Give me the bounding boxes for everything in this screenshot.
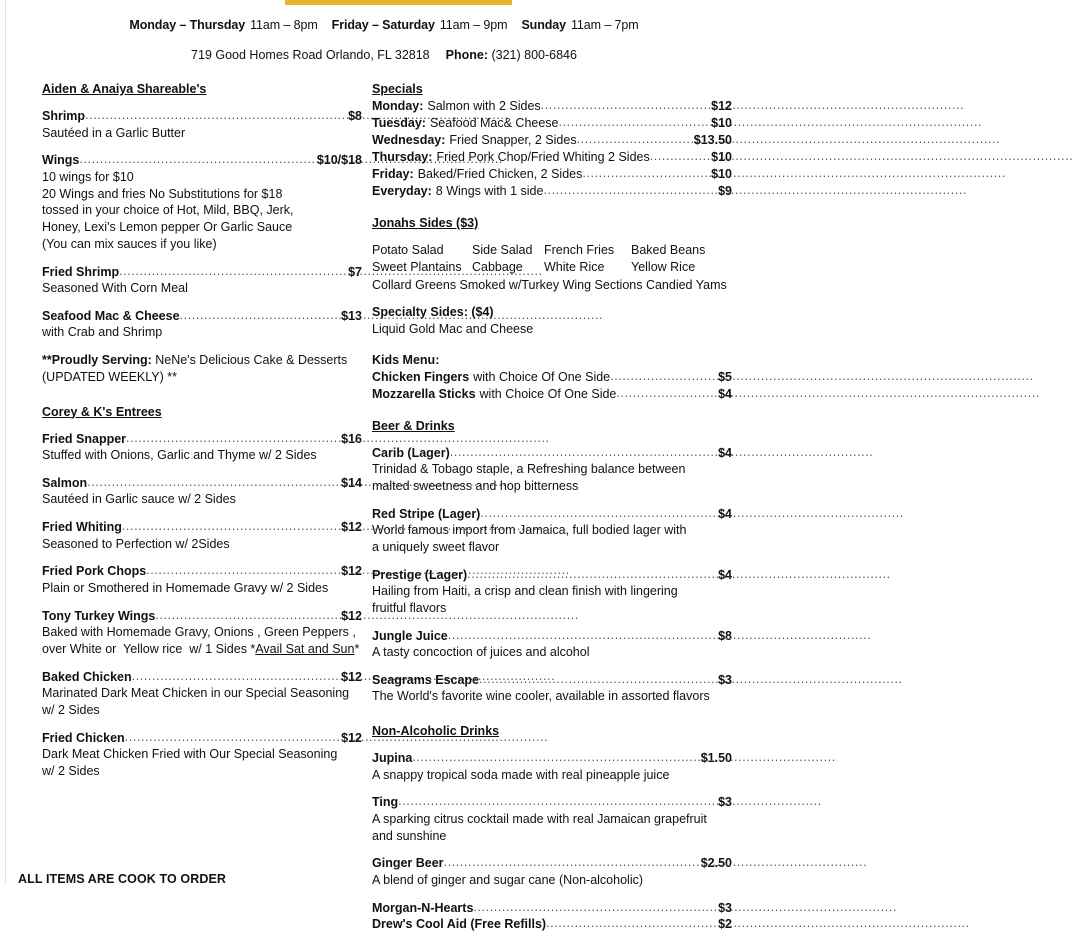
section-heading-shareables: Aiden & Anaiya Shareable's xyxy=(42,82,207,96)
menu-item-fried-chicken xyxy=(42,730,362,780)
item-name: Red Stripe (Lager) xyxy=(372,506,481,521)
item-description: w/ 2 Sides xyxy=(42,763,100,778)
kids-item-price: $5 xyxy=(718,369,732,384)
item-line xyxy=(372,855,732,872)
dot-leader xyxy=(125,729,341,746)
sides-grid xyxy=(372,242,732,294)
menu-item-shrimp xyxy=(42,108,362,141)
drink-item-morgan-n-hearts xyxy=(372,900,732,933)
dessert-note-line1 xyxy=(42,352,362,369)
item-description: Trinidad & Tobago staple, a Refreshing balance between xyxy=(372,462,686,476)
item-line xyxy=(372,750,732,767)
item-description: Stuffed with Onions, Garlic and Thyme w/ 2 Sides xyxy=(42,448,317,462)
item-description: (You can mix sauces if you like) xyxy=(42,236,217,251)
item-description: malted sweetness and hop bitterness xyxy=(372,478,579,493)
item-name: Fried Snapper xyxy=(42,431,127,446)
dot-leader xyxy=(479,671,718,688)
item-name: Wings xyxy=(42,153,80,168)
dot-leader xyxy=(480,505,718,522)
item-price: $13 xyxy=(341,308,362,323)
item-price: $12 xyxy=(341,564,362,579)
side-name: Cabbage xyxy=(472,260,523,275)
dessert-note xyxy=(42,352,362,386)
item-name: Tony Turkey Wings xyxy=(42,608,156,623)
dot-leader xyxy=(450,444,718,461)
item-line xyxy=(42,519,362,536)
dot-leader xyxy=(155,607,341,624)
item-line xyxy=(42,108,362,125)
subheading-kids-menu: Kids Menu: xyxy=(372,352,440,367)
item-name: Fried Chicken xyxy=(42,730,125,745)
item-description: fruitful flavors xyxy=(372,600,447,615)
item-price: $7 xyxy=(348,264,362,279)
kids-item-name: Chicken Fingers xyxy=(372,369,470,384)
specials-day: Friday: xyxy=(372,167,414,181)
item-description: Hailing from Haiti, a crisp and clean finish with lingering xyxy=(372,584,678,598)
item-price: $2 xyxy=(718,917,732,931)
item-description: Honey, Lexi's Lemon pepper Or Garlic Sauce xyxy=(42,220,293,234)
sides-row xyxy=(372,259,732,276)
specials-text: Baked/Fried Chicken, 2 Sides xyxy=(417,167,583,181)
specials-text: Seafood Mac& Cheese xyxy=(429,116,559,130)
specials-text: 8 Wings with 1 side xyxy=(435,184,544,198)
item-price: $12 xyxy=(341,669,362,684)
item-price: $12 xyxy=(341,730,362,745)
hours-time-2: 11am – 9pm xyxy=(439,18,508,32)
item-description: Dark Meat Chicken Fried with Our Special Seasoning xyxy=(42,747,338,761)
specials-price: $9 xyxy=(718,184,732,198)
item-price: $2.50 xyxy=(700,856,732,871)
item-line xyxy=(42,308,362,325)
item-name: Jungle Juice xyxy=(372,628,448,643)
specialty-side-item: Liquid Gold Mac and Cheese xyxy=(372,321,534,336)
specials-day: Everyday: xyxy=(372,184,432,198)
specials-price: $10 xyxy=(711,150,732,164)
item-line xyxy=(372,672,732,689)
menu-item-fried-pork-chops xyxy=(42,563,362,596)
specials-day: Monday: xyxy=(372,99,424,113)
specials-text: Fried Pork Chop/Fried Whiting 2 Sides xyxy=(436,150,650,164)
item-name: Carib (Lager) xyxy=(372,445,450,460)
item-price: $4 xyxy=(718,567,732,582)
item-description: A tasty concoction of juices and alcohol xyxy=(372,645,590,659)
phone-number: (321) 800-6846 xyxy=(491,48,577,62)
item-price: $14 xyxy=(341,475,362,490)
item-name: Drew's Cool Aid (Free Refills) xyxy=(372,917,547,931)
phone-label: Phone: xyxy=(445,48,488,62)
item-name: Morgan-N-Hearts xyxy=(372,900,474,915)
item-description: tossed in your choice of Hot, Mild, BBQ, Jerk, xyxy=(42,203,294,218)
dot-leader xyxy=(126,430,341,447)
page-edge-line xyxy=(5,0,6,884)
item-price: $4 xyxy=(718,445,732,460)
item-line xyxy=(42,475,362,492)
dot-leader xyxy=(119,263,348,280)
menu-item-fried-shrimp xyxy=(42,264,362,297)
item-name: Seafood Mac & Cheese xyxy=(42,308,180,323)
side-name: Sweet Plantains xyxy=(372,260,462,275)
item-description: World famous import from Jamaica, full bodied lager with xyxy=(372,523,687,537)
dot-leader xyxy=(87,474,341,491)
menu-item-fried-whiting xyxy=(42,519,362,552)
item-name: Fried Pork Chops xyxy=(42,564,147,579)
specials-day: Tuesday: xyxy=(372,116,426,130)
dot-leader xyxy=(444,854,701,871)
item-description: Plain or Smothered in Homemade Gravy w/ 2 Sides xyxy=(42,580,329,595)
menu-item-seafood-mac-cheese xyxy=(42,308,362,341)
drink-item-jupina xyxy=(372,750,732,783)
dot-leader xyxy=(398,793,718,810)
dot-leader xyxy=(180,307,342,324)
hours-time-3: 11am – 7pm xyxy=(571,18,639,32)
item-description-availability: over White or Yellow rice w/ 1 Sides *Avail Sat and Sun* xyxy=(42,641,360,656)
side-name: Yellow Rice xyxy=(631,260,696,275)
drink-item-ting xyxy=(372,794,732,844)
specials-row xyxy=(372,166,732,183)
item-line xyxy=(42,264,362,281)
dot-leader xyxy=(610,368,718,385)
item-line xyxy=(42,669,362,686)
specials-price: $12 xyxy=(711,99,732,113)
specialty-sides-block xyxy=(372,304,732,338)
item-description: Seasoned to Perfection w/ 2Sides xyxy=(42,536,230,551)
item-description: A sparking citrus cocktail made with real Jamaican grapefruit xyxy=(372,811,707,826)
hours-days-2: Friday – Saturday xyxy=(331,18,435,32)
item-price: $3 xyxy=(718,672,732,687)
hours-days-3: Sunday xyxy=(521,18,566,32)
sides-row xyxy=(372,242,732,259)
menu-item-baked-chicken xyxy=(42,669,362,719)
item-description: and sunshine xyxy=(372,828,447,843)
availability-underline: Avail Sat and Sun xyxy=(255,641,355,656)
address-line xyxy=(0,48,768,62)
dessert-note-text: NeNe's Delicious Cake & Desserts xyxy=(151,353,348,367)
item-name: Salmon xyxy=(42,475,88,490)
item-line xyxy=(42,608,362,625)
dot-leader xyxy=(650,148,711,165)
specials-price: $10 xyxy=(711,167,732,181)
side-name: Side Salad xyxy=(472,243,533,257)
item-line xyxy=(372,445,732,462)
side-name: White Rice xyxy=(544,260,605,275)
item-description: 20 Wings and fries No Substitutions for $18 xyxy=(42,186,283,201)
specials-price: $10 xyxy=(711,116,732,130)
item-line xyxy=(372,916,732,933)
menu-item-tony-turkey-wings xyxy=(42,608,362,658)
item-price: $8 xyxy=(718,628,732,643)
hours-days-1: Monday – Thursday xyxy=(129,18,246,32)
item-name: Shrimp xyxy=(42,109,86,123)
gold-accent-bar xyxy=(285,0,512,5)
hours-time-1: 11am – 8pm xyxy=(250,18,318,32)
item-description: a uniquely sweet flavor xyxy=(372,539,500,554)
item-line xyxy=(372,794,732,811)
subheading-specialty-sides: Specialty Sides: ($4) xyxy=(372,304,494,319)
drink-item-seagrams-escape xyxy=(372,672,732,705)
dot-leader xyxy=(582,165,711,182)
item-name: Fried Whiting xyxy=(42,520,122,534)
left-column xyxy=(42,80,362,791)
item-price: $1.50 xyxy=(700,751,732,765)
kids-item-price: $4 xyxy=(718,386,732,401)
drink-item-jungle-juice xyxy=(372,628,732,661)
item-description: Sautéed in Garlic sauce w/ 2 Sides xyxy=(42,492,236,507)
item-name: Ting xyxy=(372,795,399,810)
item-price: $12 xyxy=(341,608,362,623)
drink-item-ginger-beer xyxy=(372,855,732,888)
dot-leader xyxy=(448,627,718,644)
specials-text: Fried Snapper, 2 Sides xyxy=(449,133,577,147)
dot-leader xyxy=(146,562,341,579)
item-price: $12 xyxy=(341,520,362,534)
section-heading-beer-drinks: Beer & Drinks xyxy=(372,418,455,433)
side-name: French Fries xyxy=(544,243,615,257)
item-description: Sautéed in a Garlic Butter xyxy=(42,125,186,140)
menu-item-wings xyxy=(42,152,362,252)
item-line xyxy=(372,628,732,645)
dot-leader xyxy=(543,182,718,199)
item-price: $8 xyxy=(348,109,362,123)
item-description: A snappy tropical soda made with real pineapple juice xyxy=(372,767,670,782)
street-address: 719 Good Homes Road Orlando, FL 32818 xyxy=(191,48,430,62)
item-line xyxy=(42,563,362,580)
item-price: $3 xyxy=(718,795,732,810)
item-description: Baked with Homemade Gravy, Onions , Green Peppers , xyxy=(42,625,356,639)
dot-leader xyxy=(122,518,341,535)
item-name: Baked Chicken xyxy=(42,669,132,684)
drink-item-carib xyxy=(372,445,732,495)
item-price: $16 xyxy=(341,431,362,446)
dot-leader xyxy=(546,915,718,932)
specials-row xyxy=(372,132,732,149)
drink-item-red-stripe xyxy=(372,506,732,556)
dot-leader xyxy=(559,114,712,131)
item-description: Seasoned With Corn Meal xyxy=(42,281,188,295)
dot-leader xyxy=(616,385,718,402)
dot-leader xyxy=(473,899,718,916)
kids-menu-row xyxy=(372,386,732,403)
item-description: with Crab and Shrimp xyxy=(42,325,163,340)
item-name: Ginger Beer xyxy=(372,856,444,871)
dot-leader xyxy=(577,131,694,148)
dot-leader xyxy=(412,749,700,766)
footer-note: ALL ITEMS ARE COOK TO ORDER xyxy=(18,872,227,886)
hours-line xyxy=(0,18,768,32)
item-line xyxy=(372,900,732,917)
item-price: $10/$18 xyxy=(316,153,362,168)
specials-list xyxy=(372,98,732,200)
item-name: Prestige (Lager) xyxy=(372,567,468,582)
specials-row xyxy=(372,115,732,132)
item-line xyxy=(372,567,732,584)
kids-menu-block xyxy=(372,352,732,403)
item-description: A blend of ginger and sugar cane (Non-alcoholic) xyxy=(372,872,644,887)
item-description: The World's favorite wine cooler, available in assorted flavors xyxy=(372,689,710,704)
specials-price: $13.50 xyxy=(693,133,732,147)
section-heading-sides: Jonahs Sides ($3) xyxy=(372,216,479,230)
kids-menu-row xyxy=(372,369,732,386)
drink-item-prestige xyxy=(372,567,732,617)
dessert-note-line2: (UPDATED WEEKLY) ** xyxy=(42,369,177,384)
item-name: Jupina xyxy=(372,751,413,765)
specials-row xyxy=(372,149,732,166)
item-line xyxy=(372,506,732,523)
right-column xyxy=(372,80,732,944)
specials-text: Salmon with 2 Sides xyxy=(427,99,541,113)
item-description: Marinated Dark Meat Chicken in our Special Seasoning xyxy=(42,686,350,700)
specials-day: Wednesday: xyxy=(372,133,446,147)
side-name: Baked Beans xyxy=(631,243,706,257)
item-line xyxy=(42,152,362,169)
menu-item-salmon xyxy=(42,475,362,508)
item-line xyxy=(42,431,362,448)
dot-leader xyxy=(132,668,342,685)
kids-item-name: Mozzarella Sticks xyxy=(372,386,476,401)
item-name: Seagrams Escape xyxy=(372,672,480,687)
side-name: Potato Salad xyxy=(372,243,444,257)
dessert-note-label: **Proudly Serving: xyxy=(42,353,152,367)
dot-leader xyxy=(79,151,316,168)
dot-leader xyxy=(85,107,348,124)
item-description: 10 wings for $10 xyxy=(42,169,134,184)
dot-leader xyxy=(467,566,718,583)
kids-item-text: with Choice Of One Side xyxy=(479,386,617,401)
item-price: $3 xyxy=(718,900,732,915)
section-heading-non-alcoholic: Non-Alcoholic Drinks xyxy=(372,724,500,738)
specials-day: Thursday: xyxy=(372,150,433,164)
item-line xyxy=(42,730,362,747)
item-description: w/ 2 Sides xyxy=(42,702,100,717)
section-heading-entrees: Corey & K's Entrees xyxy=(42,404,162,419)
menu-item-fried-snapper xyxy=(42,431,362,464)
specials-row xyxy=(372,183,732,200)
item-price: $4 xyxy=(718,506,732,521)
item-name: Fried Shrimp xyxy=(42,264,120,279)
kids-item-text: with Choice Of One Side xyxy=(473,369,611,384)
dot-leader xyxy=(541,97,711,114)
sides-row-wide: Collard Greens Smoked w/Turkey Wing Sections Candied Yams xyxy=(372,277,727,292)
section-heading-specials: Specials xyxy=(372,82,423,96)
specials-row xyxy=(372,98,732,115)
